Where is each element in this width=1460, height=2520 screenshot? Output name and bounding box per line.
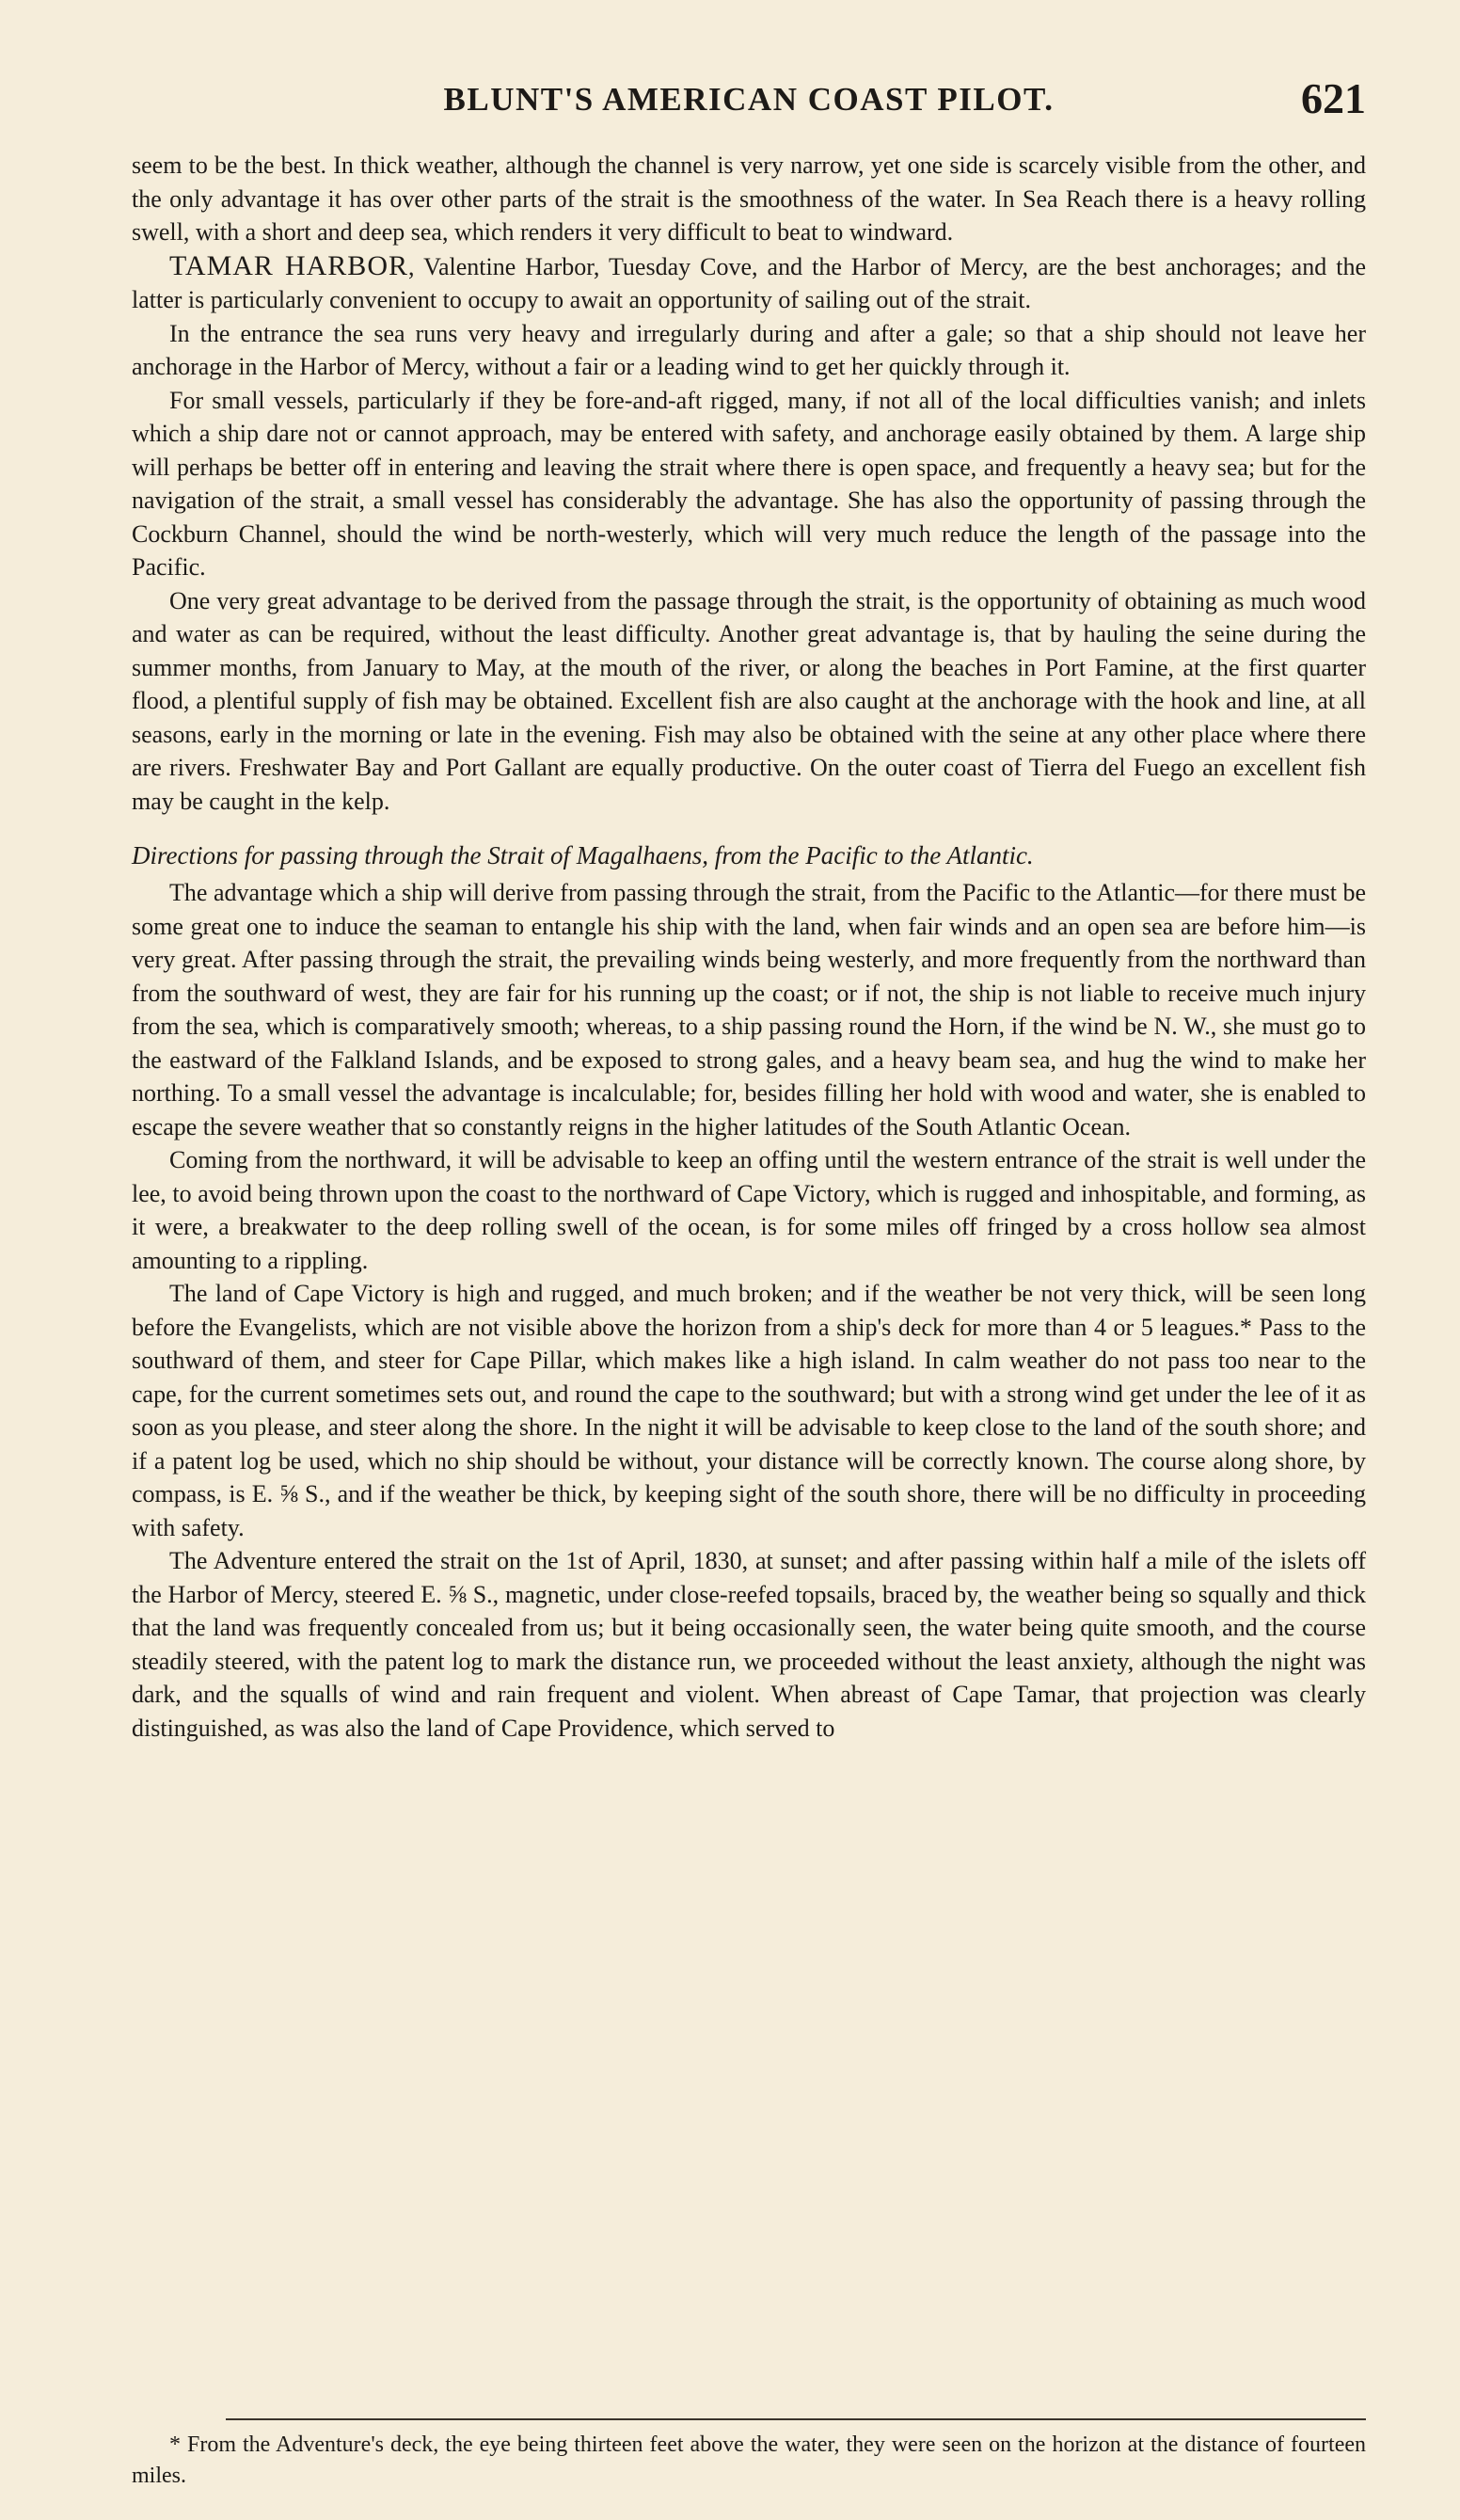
paragraph-advantage: The advantage which a ship will derive from passing through the strait, from the Pacific to the Atlantic—for there must be some great one to induce the seaman to entangle his ship with the land, when fair winds and an open sea are before him—is very great. After passing through the strait, the prevailing winds being westerly, and more frequently from the northward than from the southward of west, they are fair for his running up the coast; or if not, the ship is not liable to receive much injury from the sea, which is comparatively smooth; whereas, to a ship passing round the Horn, if the wind be N. W., she must go to the eastward of the Falkland Islands, and be exposed to strong gales, and a heavy beam sea, and hug the wind to make her northing. To a small vessel the advantage is incalculable; for, besides filling her hold with wood and water, she is enabled to escape the severe weather that so constantly reigns in the higher latitudes of the South Atlantic Ocean. [132,879,1366,1140]
paragraph-wood-water-fish: One very great advantage to be derived from the passage through the strait, is the opportunity of obtaining as much wood and water as can be required, without the least difficulty. Another great advantage is, that by hauling the seine during the summer months, from January to May, at the mouth of the river, or along the beaches in Port Famine, at the first quarter flood, a plentiful supply of fish may be obtained. Excellent fish are also caught at the anchorage with the hook and line, at all seasons, early in the morning or late in the evening. Fish may also be obtained with the seine at any other place where there are rivers. Freshwater Bay and Port Gallant are equally productive. On the outer coast of Tierra del Fuego an excellent fish may be caught in the kelp. [132,586,1366,815]
running-head [132,73,1366,130]
body-text [132,149,1366,1745]
page-number: 621 [1301,74,1366,122]
tamar-harbor-lead: TAMAR HARBOR [169,249,408,281]
paragraph-tamar-harbor [132,249,1366,317]
paragraph-coming-from-north: Coming from the northward, it will be advisable to keep an offing until the western entrance of the strait is well under the lee, to avoid being thrown upon the coast to the northward of Cape Victory, which is rugged and inhospitable, and forming, as it were, a breakwater to the deep rolling swell of the ocean, is for some miles off fringed by a cross hollow sea almost amounting to a rippling. [132,1146,1366,1274]
footnote-rule [226,2418,1366,2420]
paragraph-adventure-entered: The Adventure entered the strait on the 1st of April, 1830, at sunset; and after passing within half a mile of the islets off the Harbor of Mercy, steered E. ⅝ S., magnetic, under close-reefed topsails, braced by, the weather being so squally and thick that the land was frequently concealed from us; but it being occasionally seen, the water being quite smooth, and the course steadily steered, with the patent log to mark the distance run, we proceeded without the least anxiety, although the night was dark, and the squalls of wind and rain frequent and violent. When abreast of Cape Tamar, that projection was clearly distinguished, as was also the land of Cape Providence, which served to [132,1547,1366,1742]
paragraph-small-vessels: For small vessels, particularly if they be fore-and-aft rigged, many, if not all of the local difficulties vanish; and inlets which a ship dare not or cannot approach, may be entered with safety, and anchorage easily obtained by them. A large ship will perhaps be better off in entering and leaving the strait where there is open space, and frequently a heavy sea; but for the navigation of the strait, a small vessel has considerably the advantage. She has also the opportunity of passing through the Cockburn Channel, should the wind be north-westerly, which will very much reduce the length of the passage into the Pacific. [132,386,1366,581]
section-heading: Directions for passing through the Strait of Magalhaens, from the Pacific to the Atlantic. [132,841,1034,869]
paragraph-entrance-sea: In the entrance the sea runs very heavy and irregularly during and after a gale; so that a ship should not leave her anchorage in the Harbor of Mercy, without a fair or a leading wind to get her quickly through it. [132,319,1366,380]
footnote: * From the Adventure's deck, the eye being thirteen feet above the water, they were seen on the horizon at the distance of fourteen miles. [132,2432,1366,2488]
paragraph-cape-victory: The land of Cape Victory is high and rugged, and much broken; and if the weather be not very thick, will be seen long before the Evangelists, which are not visible above the horizon from a ship's deck for more than 4 or 5 leagues.* Pass to the southward of them, and steer for Cape Pillar, which makes like a high island. In calm weather do not pass too near to the cape, for the current sometimes sets out, and round the cape to the southward; but with a strong wind get under the lee of it as soon as you please, and steer along the shore. In the night it will be advisable to keep close to the land of the south shore; and if a patent log be used, which no ship should be without, your distance will be correctly known. The course along shore, by compass, is E. ⅝ S., and if the weather be thick, by keeping sight of the south shore, there will be no difficulty in proceeding with safety. [132,1280,1366,1541]
running-title: BLUNT'S AMERICAN COAST PILOT. [443,81,1055,118]
paragraph-continued: seem to be the best. In thick weather, although the channel is very narrow, yet one side is scarcely visible from the other, and the only advantage it has over other parts of the strait is the smoothness of the water. In Sea Reach there is a heavy rolling swell, with a short and deep sea, which renders it very difficult to beat to windward. [132,152,1366,246]
tamar-harbor-text: , Valentine Harbor, Tuesday Cove, and the Harbor of Mercy, are the best anchorages; and the latter is particularly convenient to occupy to await an opportunity of sailing out of the strait. [132,252,1366,313]
